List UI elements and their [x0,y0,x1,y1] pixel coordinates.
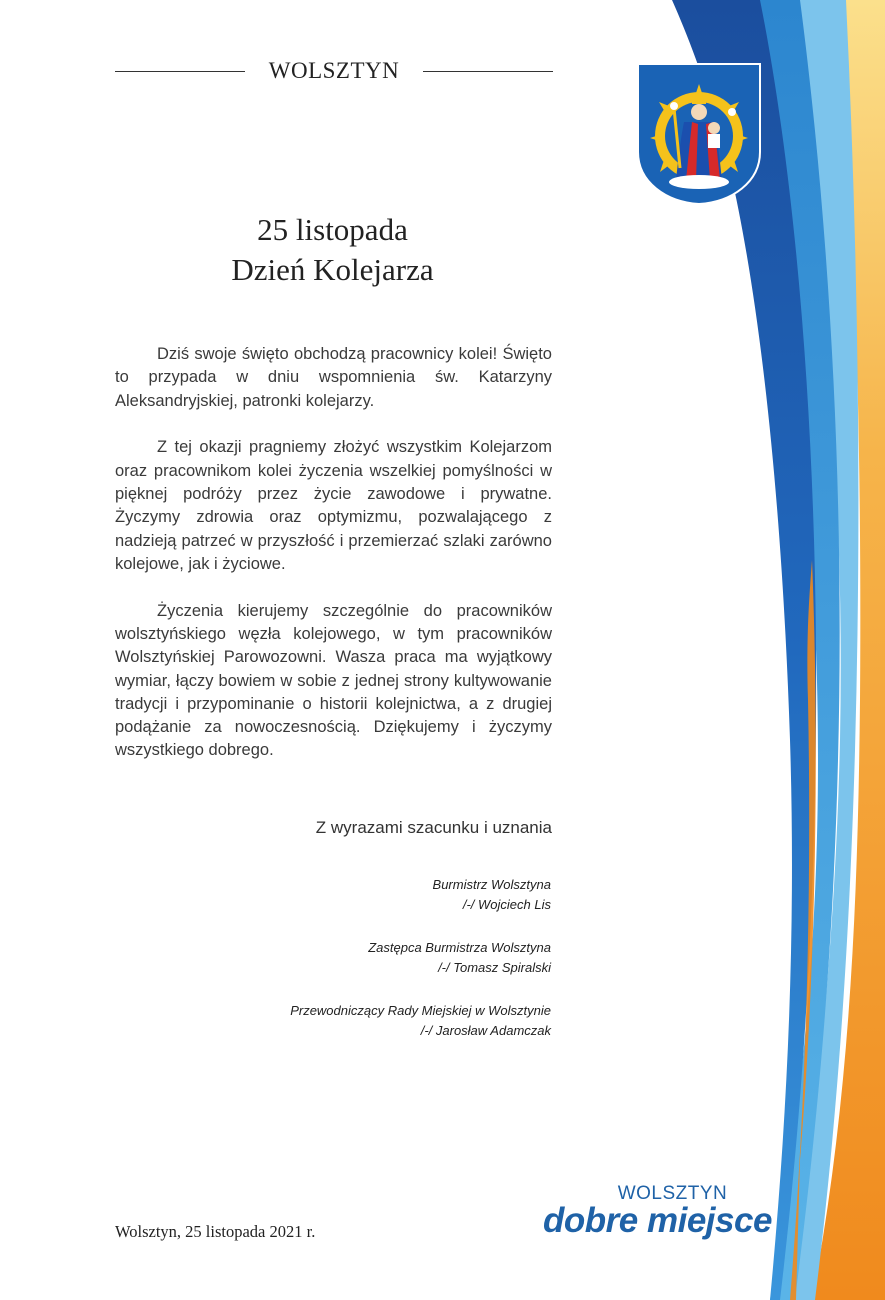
header-divider-right [423,71,553,72]
signature-name: /-/ Jarosław Adamczak [420,1023,551,1038]
signature-block [200,875,551,1064]
brand-slogan: dobre miejsce [543,1201,772,1240]
footer-date: Wolsztyn, 25 listopada 2021 r. [115,1222,316,1241]
brand-logo [530,1183,785,1241]
signature-role: Przewodniczący Rady Miejskiej w Wolsztynie [290,1003,551,1018]
coat-of-arms-madonna-icon [636,62,762,206]
signature-name: /-/ Wojciech Lis [462,897,551,912]
signature-role: Zastępca Burmistrza Wolsztyna [368,940,551,955]
body-paragraph: Z tej okazji pragniemy złożyć wszystkim Kolejarzom oraz pracownikom kolei życzenia wszelkiej pomyślności w pięknej podróży przez życie zawodowe i prywatne. Życzymy zdrowia oraz optymizmu, pozwalającego z nadzieją patrzeć w przyszłość i przemierzać szlaki zarówno kolejowe, jak i życiowe. [115,438,552,573]
signature-mayor [200,875,551,915]
signature-council-chairman [200,1001,551,1041]
letter-body [115,343,552,786]
page-title [115,210,550,290]
signature-role: Burmistrz Wolsztyna [432,877,551,892]
title-date: 25 listopada [257,212,408,247]
brand-top-text: WOLSZTYN [617,1183,728,1204]
body-paragraph: Życzenia kierujemy szczególnie do pracowników wolsztyńskiego węzła kolejowego, w tym pracowników Wolsztyńskiej Parowozowni. Wasza praca ma wyjątkowy wymiar, łączy bowiem w sobie z jednej strony kultywowanie tradycji i przypominanie o historii kolejnictwa, a z drugiej podążanie za nowoczesnością. Dziękujemy i życzymy wszystkiego dobrego. [115,601,552,760]
title-occasion: Dzień Kolejarza [231,252,434,287]
header-title [115,58,553,86]
signature-name: /-/ Tomasz Spiralski [438,960,551,975]
body-paragraph: Dziś swoje święto obchodzą pracownicy kolei! Święto to przypada w dniu wspomnienia św. Katarzyny Aleksandryjskiej, patronki kolejarzy. [115,345,552,410]
closing-phrase: Z wyrazami szacunku i uznania [315,818,552,837]
town-name: WOLSZTYN [268,58,400,83]
signature-deputy-mayor [200,938,551,978]
